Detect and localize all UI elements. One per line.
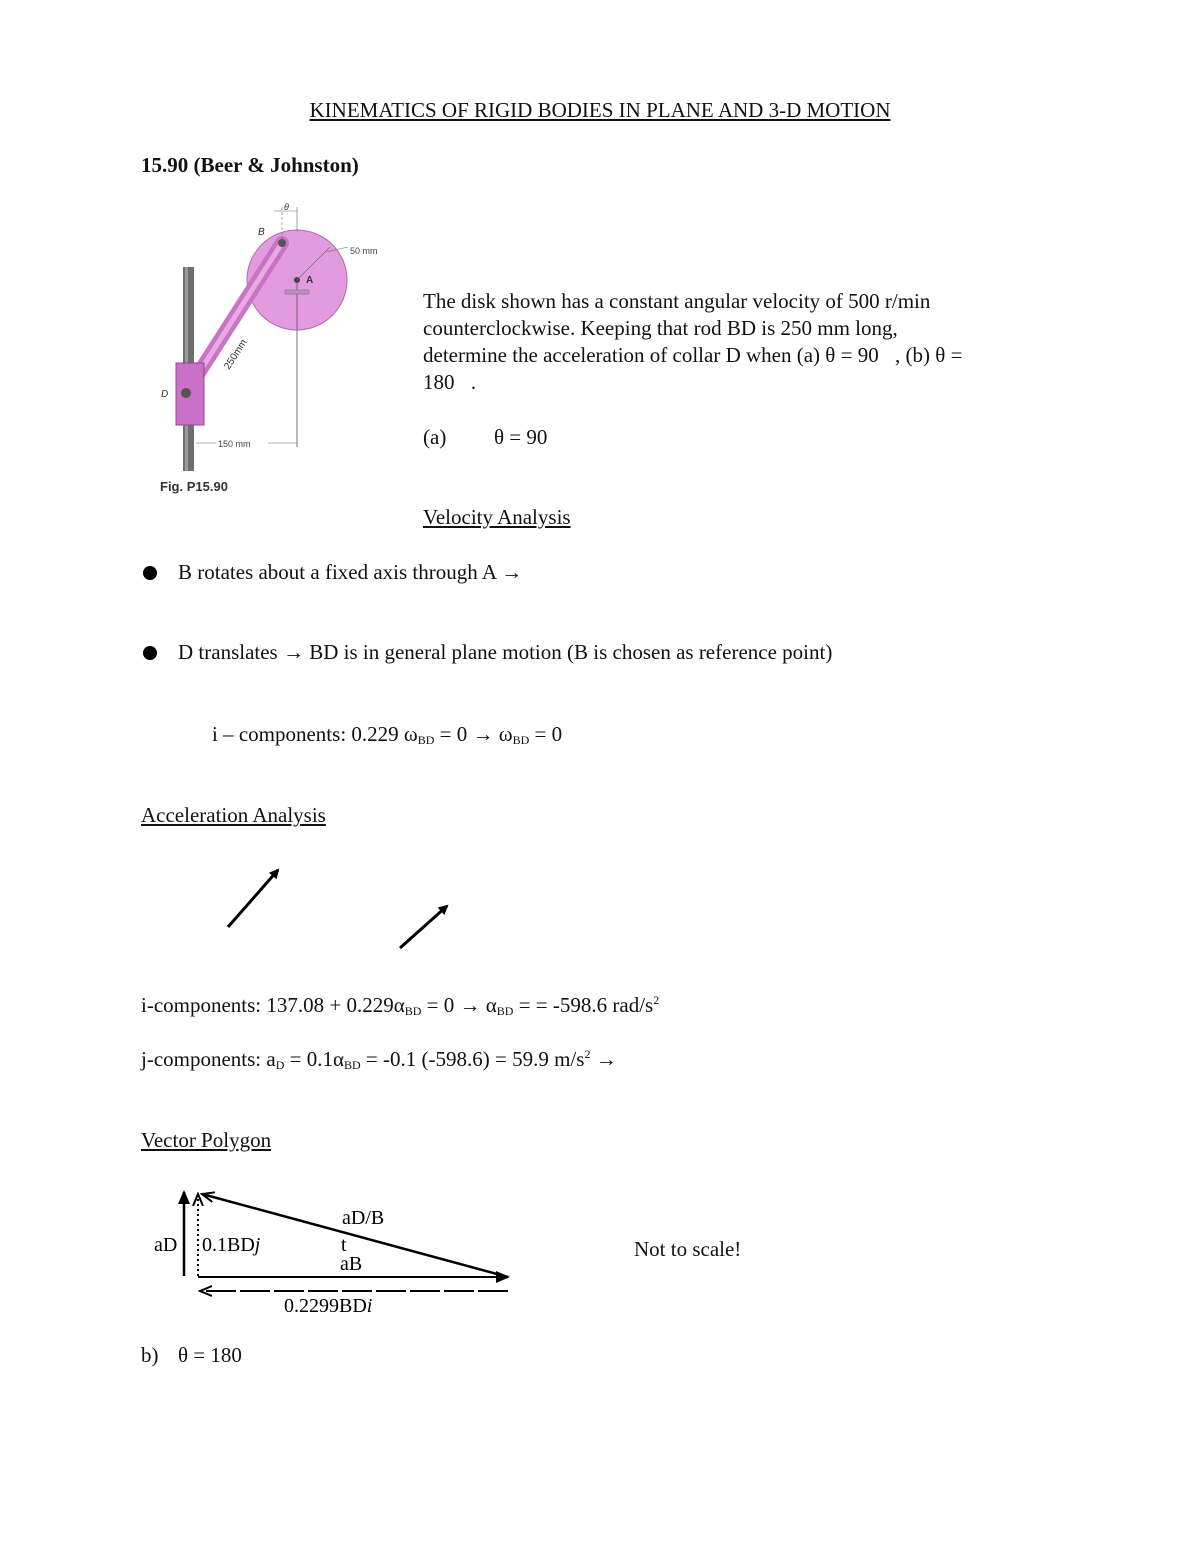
- label-B: B: [258, 227, 265, 238]
- figure-caption: Fig. P15.90: [160, 479, 228, 494]
- dim-rod: 250mm: [222, 337, 250, 372]
- label-aB: aB: [340, 1253, 363, 1275]
- bullet-icon: [143, 566, 157, 580]
- part-a-theta: θ = 90⃞: [494, 425, 564, 449]
- problem-line: determine the acceleration of collar D when (a) θ = 90⃞, (b) θ =: [423, 343, 963, 367]
- bullet-icon: [143, 646, 157, 660]
- acceleration-arrows: [220, 860, 460, 955]
- part-b-theta: θ = 180⃞: [178, 1343, 259, 1367]
- pin-B: [278, 239, 286, 247]
- velocity-bullet-1: B rotates about a fixed axis through A →: [178, 560, 523, 584]
- acceleration-i-components: i-components: $137.08 + 0.229\alpha_{BD} = 0 \to \alpha_{BD}$ = = -598.6 rad/$s^2$: [141, 993, 660, 1018]
- polygon-heading: Vector Polygon: [141, 1128, 272, 1152]
- velocity-heading: Velocity Analysis: [423, 505, 571, 529]
- velocity-i-components: i – components: 0.229 $\omega_{BD} = 0 \to \omega_{BD} = 0$: [212, 722, 563, 747]
- part-a-label: (a): [423, 425, 447, 449]
- dim-horizontal: 150 mm: [218, 439, 251, 449]
- theta-label: θ: [284, 202, 289, 212]
- label-horizontal-component: 0.2299BDi: [284, 1295, 373, 1317]
- label-aDB: aD/B: [342, 1207, 385, 1229]
- acceleration-heading: Acceleration Analysis: [141, 803, 326, 827]
- label-vertical-component: 0.1BDj: [202, 1234, 261, 1256]
- part-b-label: b): [141, 1343, 159, 1367]
- arrow-icon: [400, 906, 447, 948]
- problem-line: 180⃞.: [423, 370, 477, 394]
- velocity-bullet-2: D translates → BD is in general plane motion (B is chosen as reference point): [178, 640, 833, 664]
- label-A: A: [306, 275, 314, 286]
- scale-note: Not to scale!: [634, 1237, 742, 1261]
- acceleration-j-components: j-components: $a_D = 0.1\alpha_{BD} = -0.1$ (-598.6) = 59.9 $m/s^2$ →: [141, 1047, 617, 1072]
- label-aD: aD: [154, 1234, 178, 1256]
- label-t: t: [341, 1234, 347, 1256]
- problem-line: The disk shown has a constant angular velocity of 500 r/min: [423, 289, 931, 313]
- problem-line: counterclockwise. Keeping that rod BD is 250 mm long,: [423, 316, 898, 340]
- label-D: D: [161, 389, 169, 400]
- dim-radius: 50 mm: [350, 246, 378, 256]
- problem-figure: [150, 195, 405, 500]
- pin-D: [181, 388, 191, 398]
- arrow-icon: [228, 870, 278, 927]
- problem-id: 15.90 (Beer & Johnston): [141, 153, 359, 177]
- problem-statement: [423, 288, 1063, 396]
- vector-polygon: [140, 1180, 540, 1320]
- page-title: KINEMATICS OF RIGID BODIES IN PLANE AND 3-D MOTION: [309, 98, 891, 122]
